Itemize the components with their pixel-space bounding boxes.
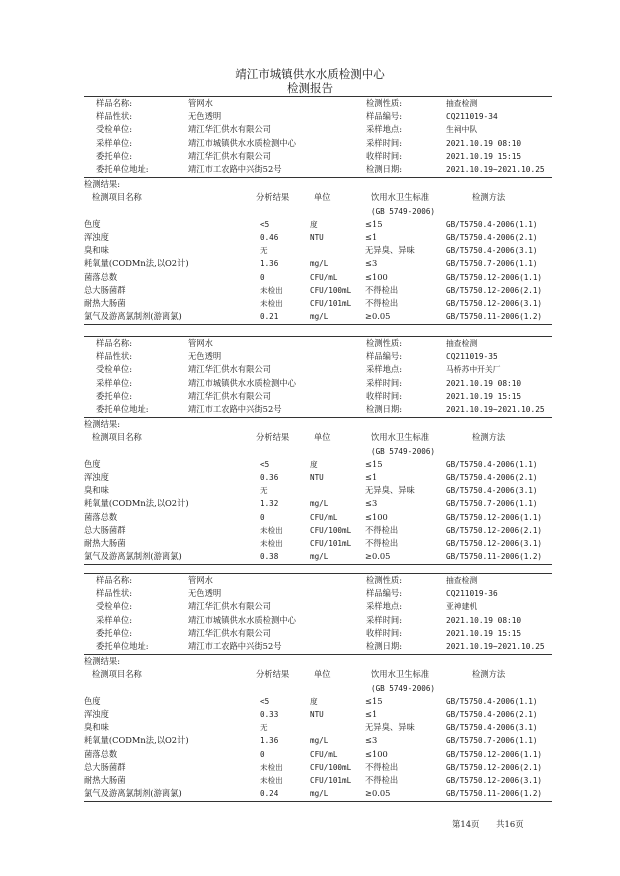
col-unit-header: 单位 (314, 192, 331, 203)
info-value: CQ211019-36 (446, 589, 498, 599)
item-result: 0.33 (260, 709, 279, 719)
info-value: 靖江华汇供水有限公司 (188, 627, 271, 638)
item-standard: 不得检出 (365, 524, 399, 535)
col-standard-header: 饮用水卫生标准 (371, 669, 430, 680)
results-heading (84, 418, 552, 431)
item-standard: ≥0.05 (365, 311, 391, 322)
info-label: 采样单位: (96, 377, 132, 388)
item-name: 色度 (84, 458, 101, 469)
item-method: GB/T5750.12-2006(3.1) (446, 298, 543, 308)
report-title: 检测报告 (287, 81, 333, 95)
item-name: 耗氧量(CODMn法,以O2计) (84, 498, 189, 509)
item-method: GB/T5750.7-2006(1.1) (446, 736, 538, 746)
sample-info-table (84, 97, 552, 176)
info-label: 样品性状: (96, 111, 132, 122)
info-value: 抽查检测 (446, 576, 478, 585)
info-label: 委托单位: (96, 627, 132, 638)
col-standard-subheader: (GB 5749-2006) (371, 206, 436, 216)
item-unit: CFU/100mL (310, 525, 352, 535)
item-standard: 不得检出 (365, 284, 399, 295)
info-value: 管网水 (188, 98, 213, 108)
item-result: 无 (260, 246, 268, 256)
item-method: GB/T5750.11-2006(1.2) (446, 789, 543, 799)
section-bottom-rule (84, 564, 552, 565)
info-label: 采样时间: (366, 137, 402, 148)
item-result: 未检出 (260, 538, 283, 548)
info-value: 靖江华汇供水有限公司 (188, 601, 271, 612)
item-result: 0.38 (260, 552, 279, 562)
item-unit: NTU (310, 472, 324, 482)
item-unit: NTU (310, 232, 324, 242)
info-value: 2021.10.19 08:10 (446, 138, 522, 148)
result-row (84, 695, 552, 708)
info-value: 亚神建机 (446, 602, 478, 612)
sample-info-row (84, 123, 552, 136)
info-value: 靖江华汇供水有限公司 (188, 364, 271, 375)
item-method: GB/T5750.12-2006(2.1) (446, 762, 543, 772)
item-method: GB/T5750.12-2006(2.1) (446, 525, 543, 535)
item-result: 未检出 (260, 298, 283, 308)
sample-info-row (84, 587, 552, 600)
item-unit: mg/L (310, 312, 329, 322)
info-value: 抽查检测 (446, 99, 478, 108)
info-value: 2021.10.19~2021.10.25 (446, 641, 545, 651)
info-label: 采样单位: (96, 137, 132, 148)
col-result-header: 分析结果 (256, 432, 290, 443)
item-unit: CFU/100mL (310, 762, 352, 772)
item-standard: ≤3 (365, 498, 378, 509)
info-value: 2021.10.19 08:10 (446, 615, 522, 625)
info-value: 靖江市城镇供水水质检测中心 (188, 377, 296, 388)
item-name: 菌落总数 (84, 271, 118, 282)
item-unit: CFU/mL (310, 272, 338, 282)
item-method: GB/T5750.4-2006(2.1) (446, 709, 538, 719)
item-standard: 不得检出 (365, 537, 399, 548)
info-label: 受检单位: (96, 124, 132, 135)
page-number: 第14页 共16页 (452, 819, 524, 829)
col-standard-subheader: (GB 5749-2006) (371, 683, 436, 693)
info-label: 检测日期: (366, 403, 402, 414)
item-result: 1.36 (260, 259, 279, 269)
info-value: 靖江华汇供水有限公司 (188, 150, 271, 161)
result-row (84, 721, 552, 734)
item-name: 耐热大肠菌 (84, 774, 126, 785)
col-standard-subheader: (GB 5749-2006) (371, 446, 436, 456)
item-result: 未检出 (260, 525, 283, 535)
item-unit: CFU/mL (310, 512, 338, 522)
item-unit: mg/L (310, 552, 329, 562)
item-unit: mg/L (310, 789, 329, 799)
info-label: 样品编号: (366, 111, 402, 122)
item-standard: ≤15 (365, 218, 383, 229)
info-value: 靖江市城镇供水水质检测中心 (188, 614, 296, 625)
col-result-header: 分析结果 (256, 192, 290, 203)
results-heading (84, 655, 552, 668)
item-name: 臭和味 (84, 245, 109, 256)
info-label: 检测日期: (366, 163, 402, 174)
info-value: 靖江市工农路中兴街52号 (188, 163, 282, 174)
item-result: 无 (260, 723, 268, 733)
item-unit: mg/L (310, 499, 329, 509)
info-label: 样品性状: (96, 588, 132, 599)
results-header-row (84, 668, 552, 681)
item-standard: 无异臭、异味 (365, 245, 415, 256)
info-value: 靖江华汇供水有限公司 (188, 124, 271, 135)
info-value: 2021.10.19~2021.10.25 (446, 404, 545, 414)
info-value: 2021.10.19 15:15 (446, 628, 522, 638)
item-standard: ≤100 (365, 271, 388, 282)
info-label: 样品编号: (366, 588, 402, 599)
sample-info-row (84, 163, 552, 176)
item-standard: ≤100 (365, 511, 388, 522)
item-method: GB/T5750.4-2006(3.1) (446, 723, 538, 733)
result-row (84, 310, 552, 323)
info-value: 管网水 (188, 338, 213, 348)
info-value: 靖江市工农路中兴街52号 (188, 640, 282, 651)
info-label: 样品编号: (366, 351, 402, 362)
item-unit: 度 (310, 459, 318, 469)
sample-info-row (84, 627, 552, 640)
item-name: 臭和味 (84, 722, 109, 733)
item-name: 菌落总数 (84, 511, 118, 522)
info-label: 采样单位: (96, 614, 132, 625)
info-label: 委托单位地址: (96, 640, 149, 651)
item-method: GB/T5750.11-2006(1.2) (446, 312, 543, 322)
item-unit: CFU/mL (310, 749, 338, 759)
item-standard: ≤100 (365, 748, 388, 759)
result-row (84, 550, 552, 563)
item-method: GB/T5750.7-2006(1.1) (446, 499, 538, 509)
col-method-header: 检测方法 (472, 432, 506, 443)
sample-info-row (84, 363, 552, 376)
item-result: 未检出 (260, 762, 283, 772)
item-method: GB/T5750.12-2006(1.1) (446, 749, 543, 759)
item-name: 浑浊度 (84, 231, 109, 242)
sample-info-table (84, 337, 552, 416)
item-result: 0 (260, 272, 265, 282)
item-result: 0.46 (260, 232, 279, 242)
item-name: 总大肠菌群 (84, 761, 126, 772)
result-row (84, 524, 552, 537)
item-name: 氯气及游离氯制剂(游离氯) (84, 551, 182, 562)
item-result: 0.21 (260, 312, 279, 322)
col-item-header: 检测项目名称 (92, 669, 142, 680)
result-row (84, 471, 552, 484)
col-method-header: 检测方法 (472, 669, 506, 680)
info-value: 2021.10.19~2021.10.25 (446, 164, 545, 174)
info-value: 生祠中队 (446, 125, 478, 135)
item-name: 色度 (84, 695, 101, 706)
item-method: GB/T5750.7-2006(1.1) (446, 259, 538, 269)
info-label: 采样时间: (366, 377, 402, 388)
info-value: 靖江华汇供水有限公司 (188, 390, 271, 401)
info-value: 靖江市城镇供水水质检测中心 (188, 137, 296, 148)
result-row (84, 484, 552, 497)
info-value: 无色透明 (188, 588, 222, 599)
item-unit: NTU (310, 709, 324, 719)
result-row (84, 761, 552, 774)
results-header-row (84, 431, 552, 444)
item-method: GB/T5750.12-2006(3.1) (446, 538, 543, 548)
result-row (84, 537, 552, 550)
results-block (84, 418, 552, 563)
item-name: 浑浊度 (84, 708, 109, 719)
result-row (84, 297, 552, 310)
result-row (84, 774, 552, 787)
item-method: GB/T5750.4-2006(3.1) (446, 486, 538, 496)
item-standard: ≥0.05 (365, 551, 391, 562)
result-row (84, 271, 552, 284)
item-name: 菌落总数 (84, 748, 118, 759)
info-label: 收样时间: (366, 150, 402, 161)
item-standard: 不得检出 (365, 761, 399, 772)
info-label: 检测性质: (366, 338, 402, 348)
item-standard: ≤1 (365, 708, 378, 719)
item-name: 总大肠菌群 (84, 524, 126, 535)
item-name: 色度 (84, 218, 101, 229)
item-standard: ≤1 (365, 471, 378, 482)
item-result: 未检出 (260, 285, 283, 295)
item-result: 0.24 (260, 789, 279, 799)
info-label: 委托单位: (96, 390, 132, 401)
info-label: 检测性质: (366, 575, 402, 585)
info-label: 检测日期: (366, 640, 402, 651)
results-header-subrow (84, 682, 552, 695)
sample-info-row (84, 110, 552, 123)
item-method: GB/T5750.4-2006(1.1) (446, 696, 538, 706)
sample-info-row (84, 137, 552, 150)
item-result: 无 (260, 486, 268, 496)
result-row (84, 748, 552, 761)
sample-info-row (84, 377, 552, 390)
col-result-header: 分析结果 (256, 669, 290, 680)
result-row (84, 787, 552, 800)
item-method: GB/T5750.4-2006(2.1) (446, 472, 538, 482)
item-method: GB/T5750.11-2006(1.2) (446, 552, 543, 562)
item-standard: 无异臭、异味 (365, 722, 415, 733)
col-method-header: 检测方法 (472, 192, 506, 203)
info-label: 收样时间: (366, 390, 402, 401)
item-standard: ≤15 (365, 458, 383, 469)
item-result: 0.36 (260, 472, 279, 482)
sample-info-row (84, 350, 552, 363)
item-standard: ≤15 (365, 695, 383, 706)
item-method: GB/T5750.12-2006(3.1) (446, 775, 543, 785)
info-label: 委托单位地址: (96, 403, 149, 414)
item-method: GB/T5750.12-2006(1.1) (446, 272, 543, 282)
col-item-header: 检测项目名称 (92, 432, 142, 443)
item-name: 耗氧量(CODMn法,以O2计) (84, 735, 189, 746)
results-header-row (84, 191, 552, 204)
result-row (84, 497, 552, 510)
item-method: GB/T5750.4-2006(1.1) (446, 459, 538, 469)
sample-info-row (84, 150, 552, 163)
result-row (84, 257, 552, 270)
info-label: 采样地点: (366, 124, 402, 135)
info-value: 马桥苏中开关厂 (446, 365, 501, 375)
results-label: 检测结果: (84, 419, 120, 430)
section-bottom-rule (84, 801, 552, 802)
sample-info-row (84, 337, 552, 350)
info-value: 靖江市工农路中兴街52号 (188, 403, 282, 414)
item-result: 0 (260, 512, 265, 522)
info-label: 采样时间: (366, 614, 402, 625)
sample-info-row (84, 614, 552, 627)
item-result: <5 (260, 459, 270, 469)
item-name: 耐热大肠菌 (84, 537, 126, 548)
info-value: 无色透明 (188, 111, 222, 122)
info-label: 收样时间: (366, 627, 402, 638)
item-result: <5 (260, 219, 270, 229)
sample-info-row (84, 97, 552, 110)
info-label: 受检单位: (96, 364, 132, 375)
item-standard: ≤3 (365, 258, 378, 269)
sample-info-row (84, 403, 552, 416)
col-unit-header: 单位 (314, 432, 331, 443)
info-value: 2021.10.19 15:15 (446, 151, 522, 161)
info-label: 采样地点: (366, 364, 402, 375)
info-label: 采样地点: (366, 601, 402, 612)
info-label: 受检单位: (96, 601, 132, 612)
result-row (84, 218, 552, 231)
item-unit: 度 (310, 219, 318, 229)
info-label: 检测性质: (366, 98, 402, 108)
item-standard: 不得检出 (365, 297, 399, 308)
item-method: GB/T5750.12-2006(1.1) (446, 512, 543, 522)
result-row (84, 511, 552, 524)
item-name: 氯气及游离氯制剂(游离氯) (84, 788, 182, 799)
item-method: GB/T5750.4-2006(1.1) (446, 219, 538, 229)
result-row (84, 458, 552, 471)
item-result: <5 (260, 696, 270, 706)
sample-info-row (84, 390, 552, 403)
item-name: 浑浊度 (84, 471, 109, 482)
info-value: CQ211019-35 (446, 352, 498, 362)
sample-info-row (84, 574, 552, 587)
col-standard-header: 饮用水卫生标准 (371, 432, 430, 443)
result-row (84, 734, 552, 747)
results-header-subrow (84, 445, 552, 458)
result-row (84, 708, 552, 721)
item-method: GB/T5750.12-2006(2.1) (446, 285, 543, 295)
results-block (84, 178, 552, 323)
info-label: 委托单位地址: (96, 163, 149, 174)
results-block (84, 655, 552, 800)
item-unit: 度 (310, 696, 318, 706)
item-standard: ≥0.05 (365, 788, 391, 799)
item-name: 臭和味 (84, 485, 109, 496)
info-value: 2021.10.19 08:10 (446, 378, 522, 388)
result-row (84, 244, 552, 257)
item-unit: mg/L (310, 259, 329, 269)
info-value: 管网水 (188, 575, 213, 585)
result-row (84, 284, 552, 297)
item-standard: 无异臭、异味 (365, 485, 415, 496)
item-unit: CFU/101mL (310, 538, 352, 548)
item-name: 耗氧量(CODMn法,以O2计) (84, 258, 189, 269)
item-unit: mg/L (310, 736, 329, 746)
info-label: 样品性状: (96, 351, 132, 362)
col-item-header: 检测项目名称 (92, 192, 142, 203)
info-value: 无色透明 (188, 351, 222, 362)
info-label: 样品名称: (96, 338, 132, 348)
sample-info-table (84, 574, 552, 653)
item-unit: CFU/100mL (310, 285, 352, 295)
section-bottom-rule (84, 324, 552, 325)
item-standard: ≤1 (365, 231, 378, 242)
item-result: 未检出 (260, 775, 283, 785)
info-label: 委托单位: (96, 150, 132, 161)
col-unit-header: 单位 (314, 669, 331, 680)
info-value: 2021.10.19 15:15 (446, 391, 522, 401)
item-unit: CFU/101mL (310, 775, 352, 785)
item-method: GB/T5750.4-2006(2.1) (446, 232, 538, 242)
sample-info-row (84, 600, 552, 613)
info-label: 样品名称: (96, 98, 132, 108)
item-result: 0 (260, 749, 265, 759)
item-name: 总大肠菌群 (84, 284, 126, 295)
results-label: 检测结果: (84, 656, 120, 667)
item-standard: ≤3 (365, 735, 378, 746)
item-method: GB/T5750.4-2006(3.1) (446, 246, 538, 256)
col-standard-header: 饮用水卫生标准 (371, 192, 430, 203)
info-value: CQ211019-34 (446, 112, 498, 122)
item-name: 耐热大肠菌 (84, 297, 126, 308)
item-result: 1.36 (260, 736, 279, 746)
results-header-subrow (84, 205, 552, 218)
info-value: 抽查检测 (446, 339, 478, 348)
results-label: 检测结果: (84, 179, 120, 190)
results-heading (84, 178, 552, 191)
item-result: 1.32 (260, 499, 279, 509)
item-name: 氯气及游离氯制剂(游离氯) (84, 311, 182, 322)
report-org-title: 靖江市城镇供水水质检测中心 (235, 67, 385, 81)
item-unit: CFU/101mL (310, 298, 352, 308)
info-label: 样品名称: (96, 575, 132, 585)
sample-info-row (84, 640, 552, 653)
item-standard: 不得检出 (365, 774, 399, 785)
result-row (84, 231, 552, 244)
